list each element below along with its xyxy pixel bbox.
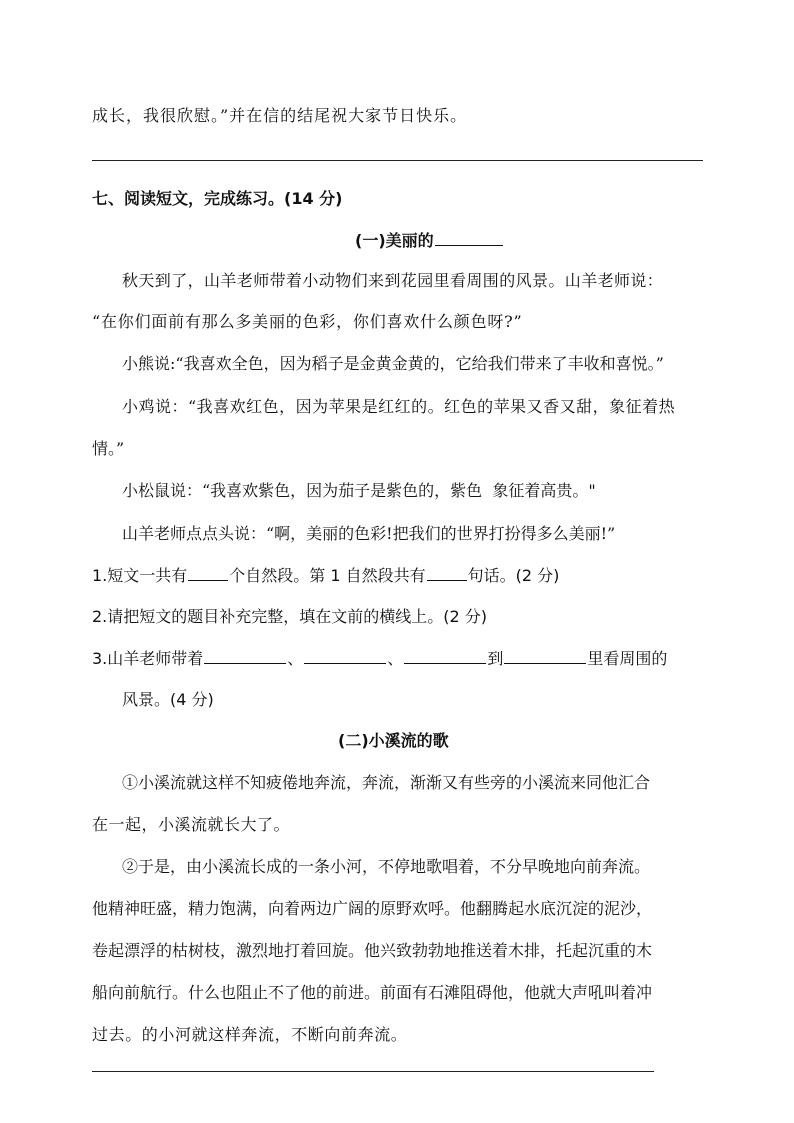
passage2-line-6: 船向前航行。什么也阻止不了他的前进。前面有石滩阻碍他，他就大声吼叫着冲 <box>92 983 653 1002</box>
passage2-title: (二)小溪流的歌 <box>338 731 449 750</box>
answer-blank-3b[interactable] <box>304 647 386 664</box>
passage2-line-1: ①小溪流就这样不知疲倦地奔流，奔流，渐渐又有些旁的小溪流来同他汇合 <box>122 773 651 792</box>
answer-blank-1a[interactable] <box>188 564 228 581</box>
question-1-part-a: 1.短文一共有 <box>92 566 188 585</box>
question-1-part-b: 个自然段。第 1 自然段共有 <box>229 566 426 585</box>
passage1-line-3: 小熊说:“我喜欢全色，因为稻子是金黄金黄的，它给我们带来了丰收和喜悦。” <box>122 354 664 373</box>
passage1-title <box>355 228 504 251</box>
passage2-line-2: 在一起，小溪流就长大了。 <box>92 815 291 834</box>
question-3-part-a: 3.山羊老师带着 <box>92 649 204 668</box>
answer-blank-3c[interactable] <box>404 647 486 664</box>
question-3 <box>92 646 667 669</box>
writing-line-top <box>92 160 703 161</box>
passage1-line-1: 秋天到了，山羊老师带着小动物们来到花园里看周围的风景。山羊老师说： <box>122 271 664 290</box>
question-1-part-c: 句话。(2 分) <box>467 566 560 585</box>
question-3-sep-2: 、 <box>387 649 404 668</box>
answer-blank-3d[interactable] <box>504 647 586 664</box>
question-3-sep-1: 、 <box>287 649 304 668</box>
passage2-line-4: 他精神旺盛，精力饱满，向着两边广阔的原野欢呼。他翻腾起水底沉淀的泥沙， <box>92 899 653 918</box>
question-3-part-b: 到 <box>487 649 504 668</box>
question-2: 2.请把短文的题目补充完整，填在文前的横线上。(2 分) <box>92 607 488 626</box>
passage2-line-7: 过去。的小河就这样奔流，不断向前奔流。 <box>92 1025 408 1044</box>
passage1-line-4: 小鸡说：“我喜欢红色，因为苹果是红红的。红色的苹果又香又甜，象征着热 <box>122 397 676 416</box>
paragraph-top: 成长，我很欣慰。”并在信的结尾祝大家节日快乐。 <box>92 106 468 125</box>
passage1-line-2: “在你们面前有那么多美丽的色彩，你们喜欢什么颜色呀?” <box>92 312 523 331</box>
question-1 <box>92 563 559 586</box>
passage1-line-5: 情。” <box>92 439 125 458</box>
title-blank[interactable] <box>435 229 503 246</box>
passage1-line-7: 山羊老师点点头说：“啊，美丽的色彩!把我们的世界打扮得多么美丽!” <box>122 524 616 543</box>
passage2-line-5: 卷起漂浮的枯树枝，激烈地打着回旋。他兴致勃勃地推送着木排，托起沉重的木 <box>92 941 653 960</box>
question-3-part-c: 里看周围的 <box>587 649 668 668</box>
answer-blank-1b[interactable] <box>427 564 467 581</box>
question-3-continued: 风景。(4 分) <box>122 690 214 709</box>
answer-blank-3a[interactable] <box>204 647 286 664</box>
passage2-line-3: ②于是，由小溪流长成的一条小河，不停地歌唱着，不分早晚地向前奔流。 <box>122 857 651 876</box>
writing-line-bottom <box>92 1071 654 1072</box>
passage1-line-6: 小松鼠说：“我喜欢紫色，因为茄子是紫色的，紫色 象征着高贵。" <box>122 481 596 500</box>
section-title: 七、阅读短文，完成练习。(14 分) <box>92 189 343 208</box>
passage1-title-text: (一)美丽的 <box>355 231 434 250</box>
